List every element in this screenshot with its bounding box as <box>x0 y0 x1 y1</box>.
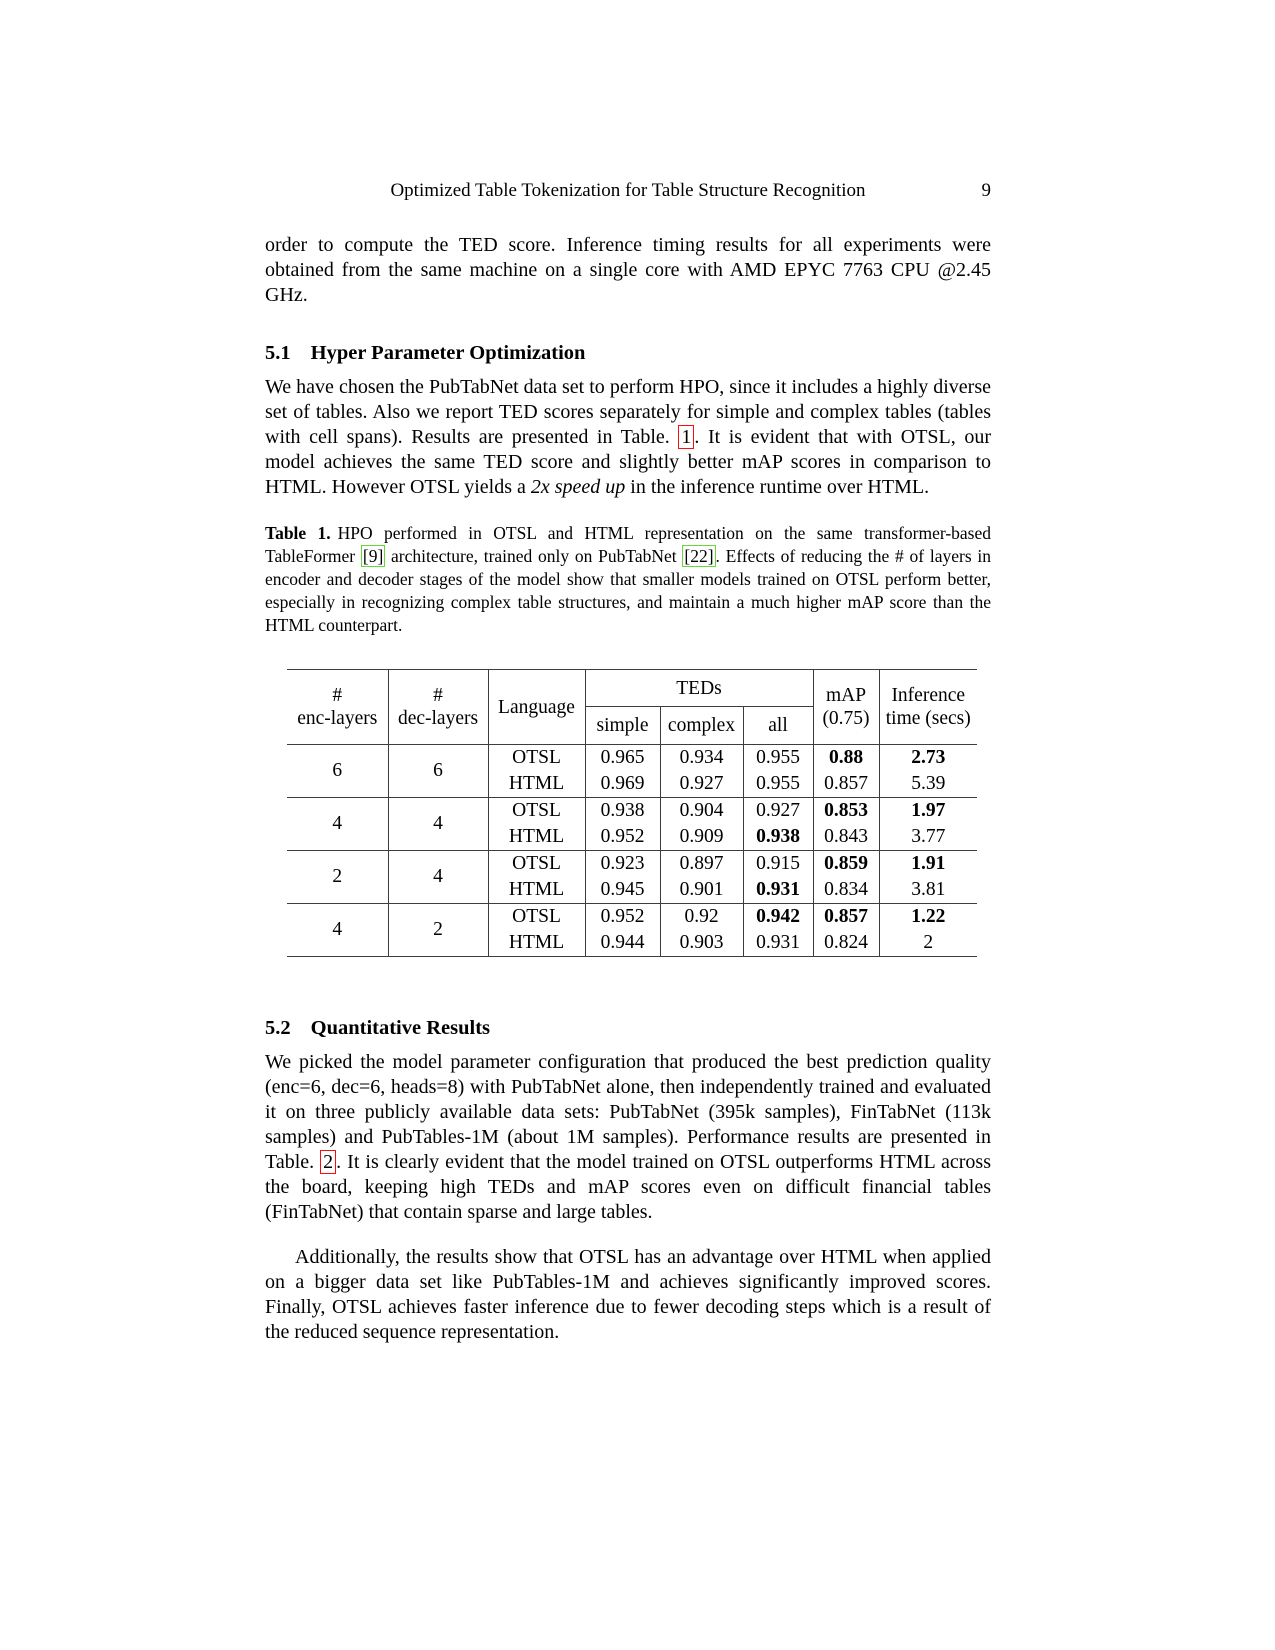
cell-simple: 0.938 <box>585 798 660 825</box>
table1-caption: Table 1. HPO performed in OTSL and HTML representation on the same transformer-based TableFormer [9] architecture, trained only on PubTabNet [22] . Effects of reducing the # of layers in encoder and decoder stages of the model show that smaller models trained on OTSL perform better, especially in recognizing complex table structures, and maintain a much higher mAP score than the HTML counterpart. <box>265 523 991 635</box>
cell-all: 0.915 <box>743 851 813 878</box>
section-heading-5-2 <box>265 1017 991 1040</box>
cell-time: 1.91 <box>879 851 977 878</box>
cell-map: 0.824 <box>813 930 879 957</box>
cell-complex: 0.927 <box>660 771 743 798</box>
table-row <box>287 798 977 825</box>
col-header-simple: simple <box>585 707 660 745</box>
cell-enc-layers: 4 <box>287 798 388 851</box>
running-head-title: Optimized Table Tokenization for Table Structure Recognition <box>390 180 866 201</box>
table-ref-link[interactable]: 1 <box>678 425 694 449</box>
cell-complex: 0.903 <box>660 930 743 957</box>
cell-complex: 0.934 <box>660 745 743 772</box>
cell-lang: OTSL <box>488 798 585 825</box>
cell-all: 0.955 <box>743 745 813 772</box>
cell-complex: 0.897 <box>660 851 743 878</box>
cell-time: 3.77 <box>879 824 977 851</box>
page-number: 9 <box>981 180 991 201</box>
col-header-teds: TEDs <box>585 670 813 707</box>
cell-simple: 0.944 <box>585 930 660 957</box>
cell-simple: 0.969 <box>585 771 660 798</box>
cell-all: 0.942 <box>743 904 813 931</box>
col-header-language: Language <box>488 670 585 745</box>
cell-dec-layers: 2 <box>388 904 488 957</box>
section-heading-5-1 <box>265 342 991 365</box>
cell-time: 2.73 <box>879 745 977 772</box>
cell-map: 0.853 <box>813 798 879 825</box>
paragraph-5-1: We have chosen the PubTabNet data set to perform HPO, since it includes a highly diverse set of tables. Also we report TED scores separately for simple and complex tables (tables with cell spans). Results are presented in Table. 1 . It is evident that with OTSL, our model achieves the same TED score and slightly better mAP scores in comparison to HTML. However OTSL yields a 2x speed up in the inference runtime over HTML. <box>265 376 992 498</box>
table-row <box>287 745 977 772</box>
table-row <box>287 851 977 878</box>
cell-time: 1.22 <box>879 904 977 931</box>
col-header-inference-time: Inference time (secs) <box>879 670 977 745</box>
cell-lang: OTSL <box>488 904 585 931</box>
cell-time: 5.39 <box>879 771 977 798</box>
cell-all: 0.931 <box>743 877 813 904</box>
cell-lang: HTML <box>488 877 585 904</box>
cell-lang: HTML <box>488 824 585 851</box>
cell-time: 1.97 <box>879 798 977 825</box>
paragraph-5-2-a: We picked the model parameter configuration that produced the best prediction quality (enc=6, dec=6, heads=8) with PubTabNet alone, then independently trained and evaluated it on three publicly available data sets: PubTabNet (395k samples), FinTabNet (113k samples) and PubTables-1M (about 1M samples). Performance results are presented in Table. 2 . It is clearly evident that the model trained on OTSL outperforms HTML across the board, keeping high TEDs and mAP scores even on difficult financial tables (FinTabNet) that contain sparse and large tables. <box>265 1051 991 1223</box>
cell-map: 0.857 <box>813 904 879 931</box>
table1 <box>287 669 977 957</box>
cell-complex: 0.904 <box>660 798 743 825</box>
cell-map: 0.859 <box>813 851 879 878</box>
cell-simple: 0.945 <box>585 877 660 904</box>
cell-simple: 0.965 <box>585 745 660 772</box>
cell-simple: 0.952 <box>585 904 660 931</box>
cell-map: 0.834 <box>813 877 879 904</box>
col-header-enc-layers: # enc-layers <box>297 685 378 729</box>
cell-simple: 0.952 <box>585 824 660 851</box>
cell-lang: HTML <box>488 930 585 957</box>
cell-lang: OTSL <box>488 745 585 772</box>
section-title: Quantitative Results <box>310 1017 490 1039</box>
cell-complex: 0.909 <box>660 824 743 851</box>
cell-complex: 0.901 <box>660 877 743 904</box>
table1-body <box>287 745 977 957</box>
section-number: 5.2 <box>265 1017 291 1039</box>
col-header-complex: complex <box>660 707 743 745</box>
cell-dec-layers: 4 <box>388 798 488 851</box>
cell-simple: 0.923 <box>585 851 660 878</box>
section-title: Hyper Parameter Optimization <box>310 342 586 364</box>
cell-enc-layers: 6 <box>287 745 388 798</box>
citation-link[interactable]: [9] <box>362 546 384 566</box>
cell-map: 0.857 <box>813 771 879 798</box>
cell-dec-layers: 4 <box>388 851 488 904</box>
cell-lang: OTSL <box>488 851 585 878</box>
table1-container <box>265 669 991 957</box>
cell-time: 3.81 <box>879 877 977 904</box>
cell-enc-layers: 4 <box>287 904 388 957</box>
cell-map: 0.88 <box>813 745 879 772</box>
cell-lang: HTML <box>488 771 585 798</box>
paragraph-intro: order to compute the TED score. Inference timing results for all experiments were obtained from the same machine on a single core with AMD EPYC 7763 CPU @2.45 GHz. <box>265 234 991 306</box>
cell-all: 0.927 <box>743 798 813 825</box>
cell-map: 0.843 <box>813 824 879 851</box>
paragraph-5-2-b: Additionally, the results show that OTSL has an advantage over HTML when applied on a bigger data set like PubTables-1M and achieves significantly improved scores. Finally, OTSL achieves faster inference due to fewer decoding steps which is a result of the reduced sequence representation. <box>265 1246 991 1343</box>
table-ref-link[interactable]: 2 <box>320 1150 336 1174</box>
cell-enc-layers: 2 <box>287 851 388 904</box>
table-row <box>287 904 977 931</box>
cell-dec-layers: 6 <box>388 745 488 798</box>
running-head <box>265 180 991 203</box>
cell-all: 0.938 <box>743 824 813 851</box>
table1-header <box>287 670 977 745</box>
text-column <box>265 180 991 1365</box>
cell-time: 2 <box>879 930 977 957</box>
section-number: 5.1 <box>265 342 291 364</box>
citation-link[interactable]: [22] <box>684 546 714 566</box>
cell-all: 0.931 <box>743 930 813 957</box>
table-header-row <box>287 670 977 707</box>
col-header-map: mAP (0.75) <box>813 670 879 745</box>
col-header-dec-layers: # dec-layers <box>388 670 488 745</box>
cell-all: 0.955 <box>743 771 813 798</box>
cell-complex: 0.92 <box>660 904 743 931</box>
col-header-all: all <box>743 707 813 745</box>
